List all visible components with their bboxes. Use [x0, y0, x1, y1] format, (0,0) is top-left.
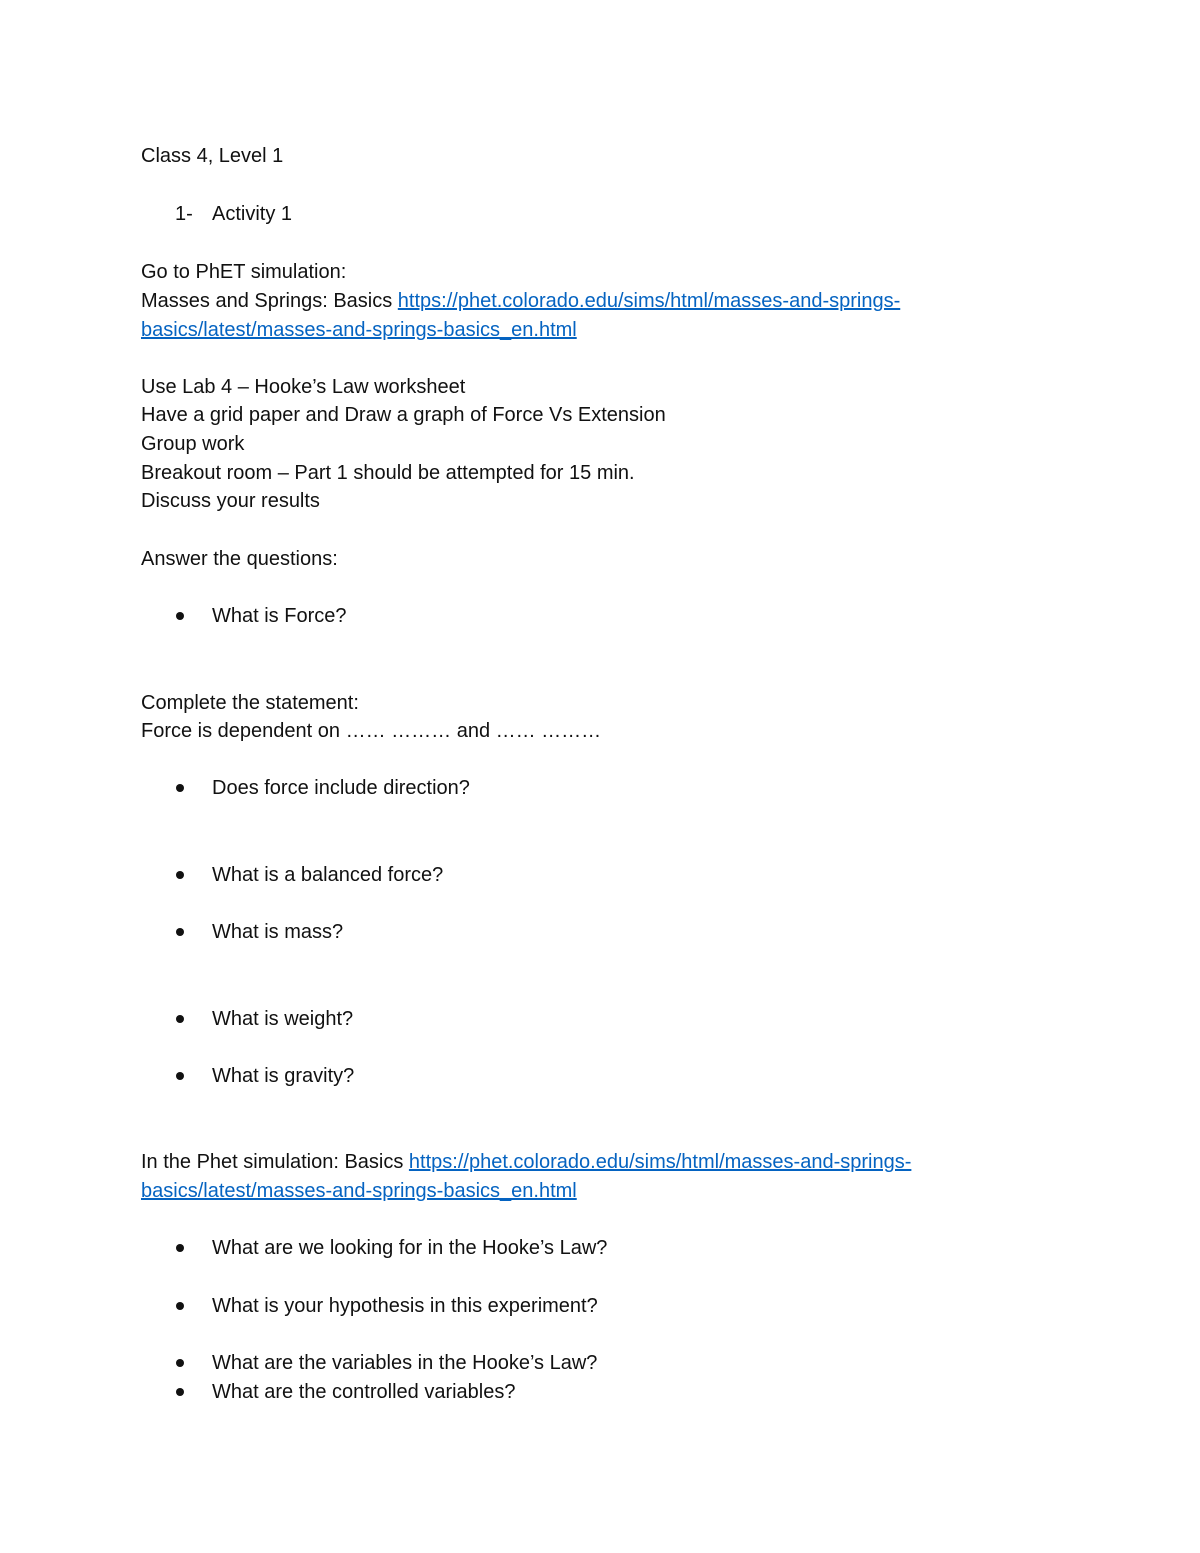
instruction-group-work: Group work: [141, 433, 245, 455]
bullet-icon: [176, 1388, 184, 1396]
sim2-prefix: In the Phet simulation: Basics: [141, 1151, 404, 1173]
instruction-graph: Have a grid paper and Draw a graph of Force Vs Extension: [141, 404, 666, 426]
instruction-discuss: Discuss your results: [141, 490, 320, 512]
sim2-link-part2[interactable]: basics/latest/masses-and-springs-basics_en.html: [141, 1180, 577, 1202]
bullet-icon: [176, 1244, 184, 1252]
bullet-icon: [176, 1359, 184, 1367]
question-controlled: What are the controlled variables?: [212, 1381, 516, 1403]
sim-name: Masses and Springs: Basics: [141, 290, 393, 312]
question-direction: Does force include direction?: [212, 777, 470, 799]
question-balanced: What is a balanced force?: [212, 864, 444, 886]
bullet-icon: [176, 1302, 184, 1310]
class-level-heading: Class 4, Level 1: [141, 145, 284, 167]
bullet-icon: [176, 612, 184, 620]
sim-link-continued: [141, 316, 577, 344]
sim-link-part2[interactable]: basics/latest/masses-and-springs-basics_en.html: [141, 319, 577, 341]
question-variables: What are the variables in the Hooke’s Law?: [212, 1352, 598, 1374]
answer-heading: Answer the questions:: [141, 548, 338, 570]
question-gravity: What is gravity?: [212, 1065, 355, 1087]
instruction-breakout: Breakout room – Part 1 should be attempted for 15 min.: [141, 462, 635, 484]
sim2-link[interactable]: https://phet.colorado.edu/sims/html/masses-and-springs-: [408, 1151, 912, 1173]
complete-heading: Complete the statement:: [141, 692, 359, 714]
question-weight: What is weight?: [212, 1008, 354, 1030]
sim-link[interactable]: https://phet.colorado.edu/sims/html/masses-and-springs-: [397, 290, 901, 312]
sim2-line: [141, 1148, 911, 1176]
sim2-link-continued: [141, 1177, 577, 1205]
bullet-icon: [176, 1072, 184, 1080]
complete-statement: Force is dependent on …… ……… and …… ………: [141, 720, 602, 742]
instruction-worksheet: Use Lab 4 – Hooke’s Law worksheet: [141, 376, 466, 398]
bullet-icon: [176, 784, 184, 792]
activity-number: 1-: [175, 203, 193, 225]
activity-title: Activity 1: [212, 203, 293, 225]
bullet-icon: [176, 928, 184, 936]
bullet-icon: [176, 1015, 184, 1023]
question-looking-for: What are we looking for in the Hooke’s Law?: [212, 1237, 608, 1259]
question-hypothesis: What is your hypothesis in this experiment?: [212, 1295, 598, 1317]
sim-line: [141, 287, 900, 315]
go-to-sim-text: Go to PhET simulation:: [141, 261, 347, 283]
question-force: What is Force?: [212, 605, 347, 627]
bullet-icon: [176, 871, 184, 879]
question-mass: What is mass?: [212, 921, 344, 943]
